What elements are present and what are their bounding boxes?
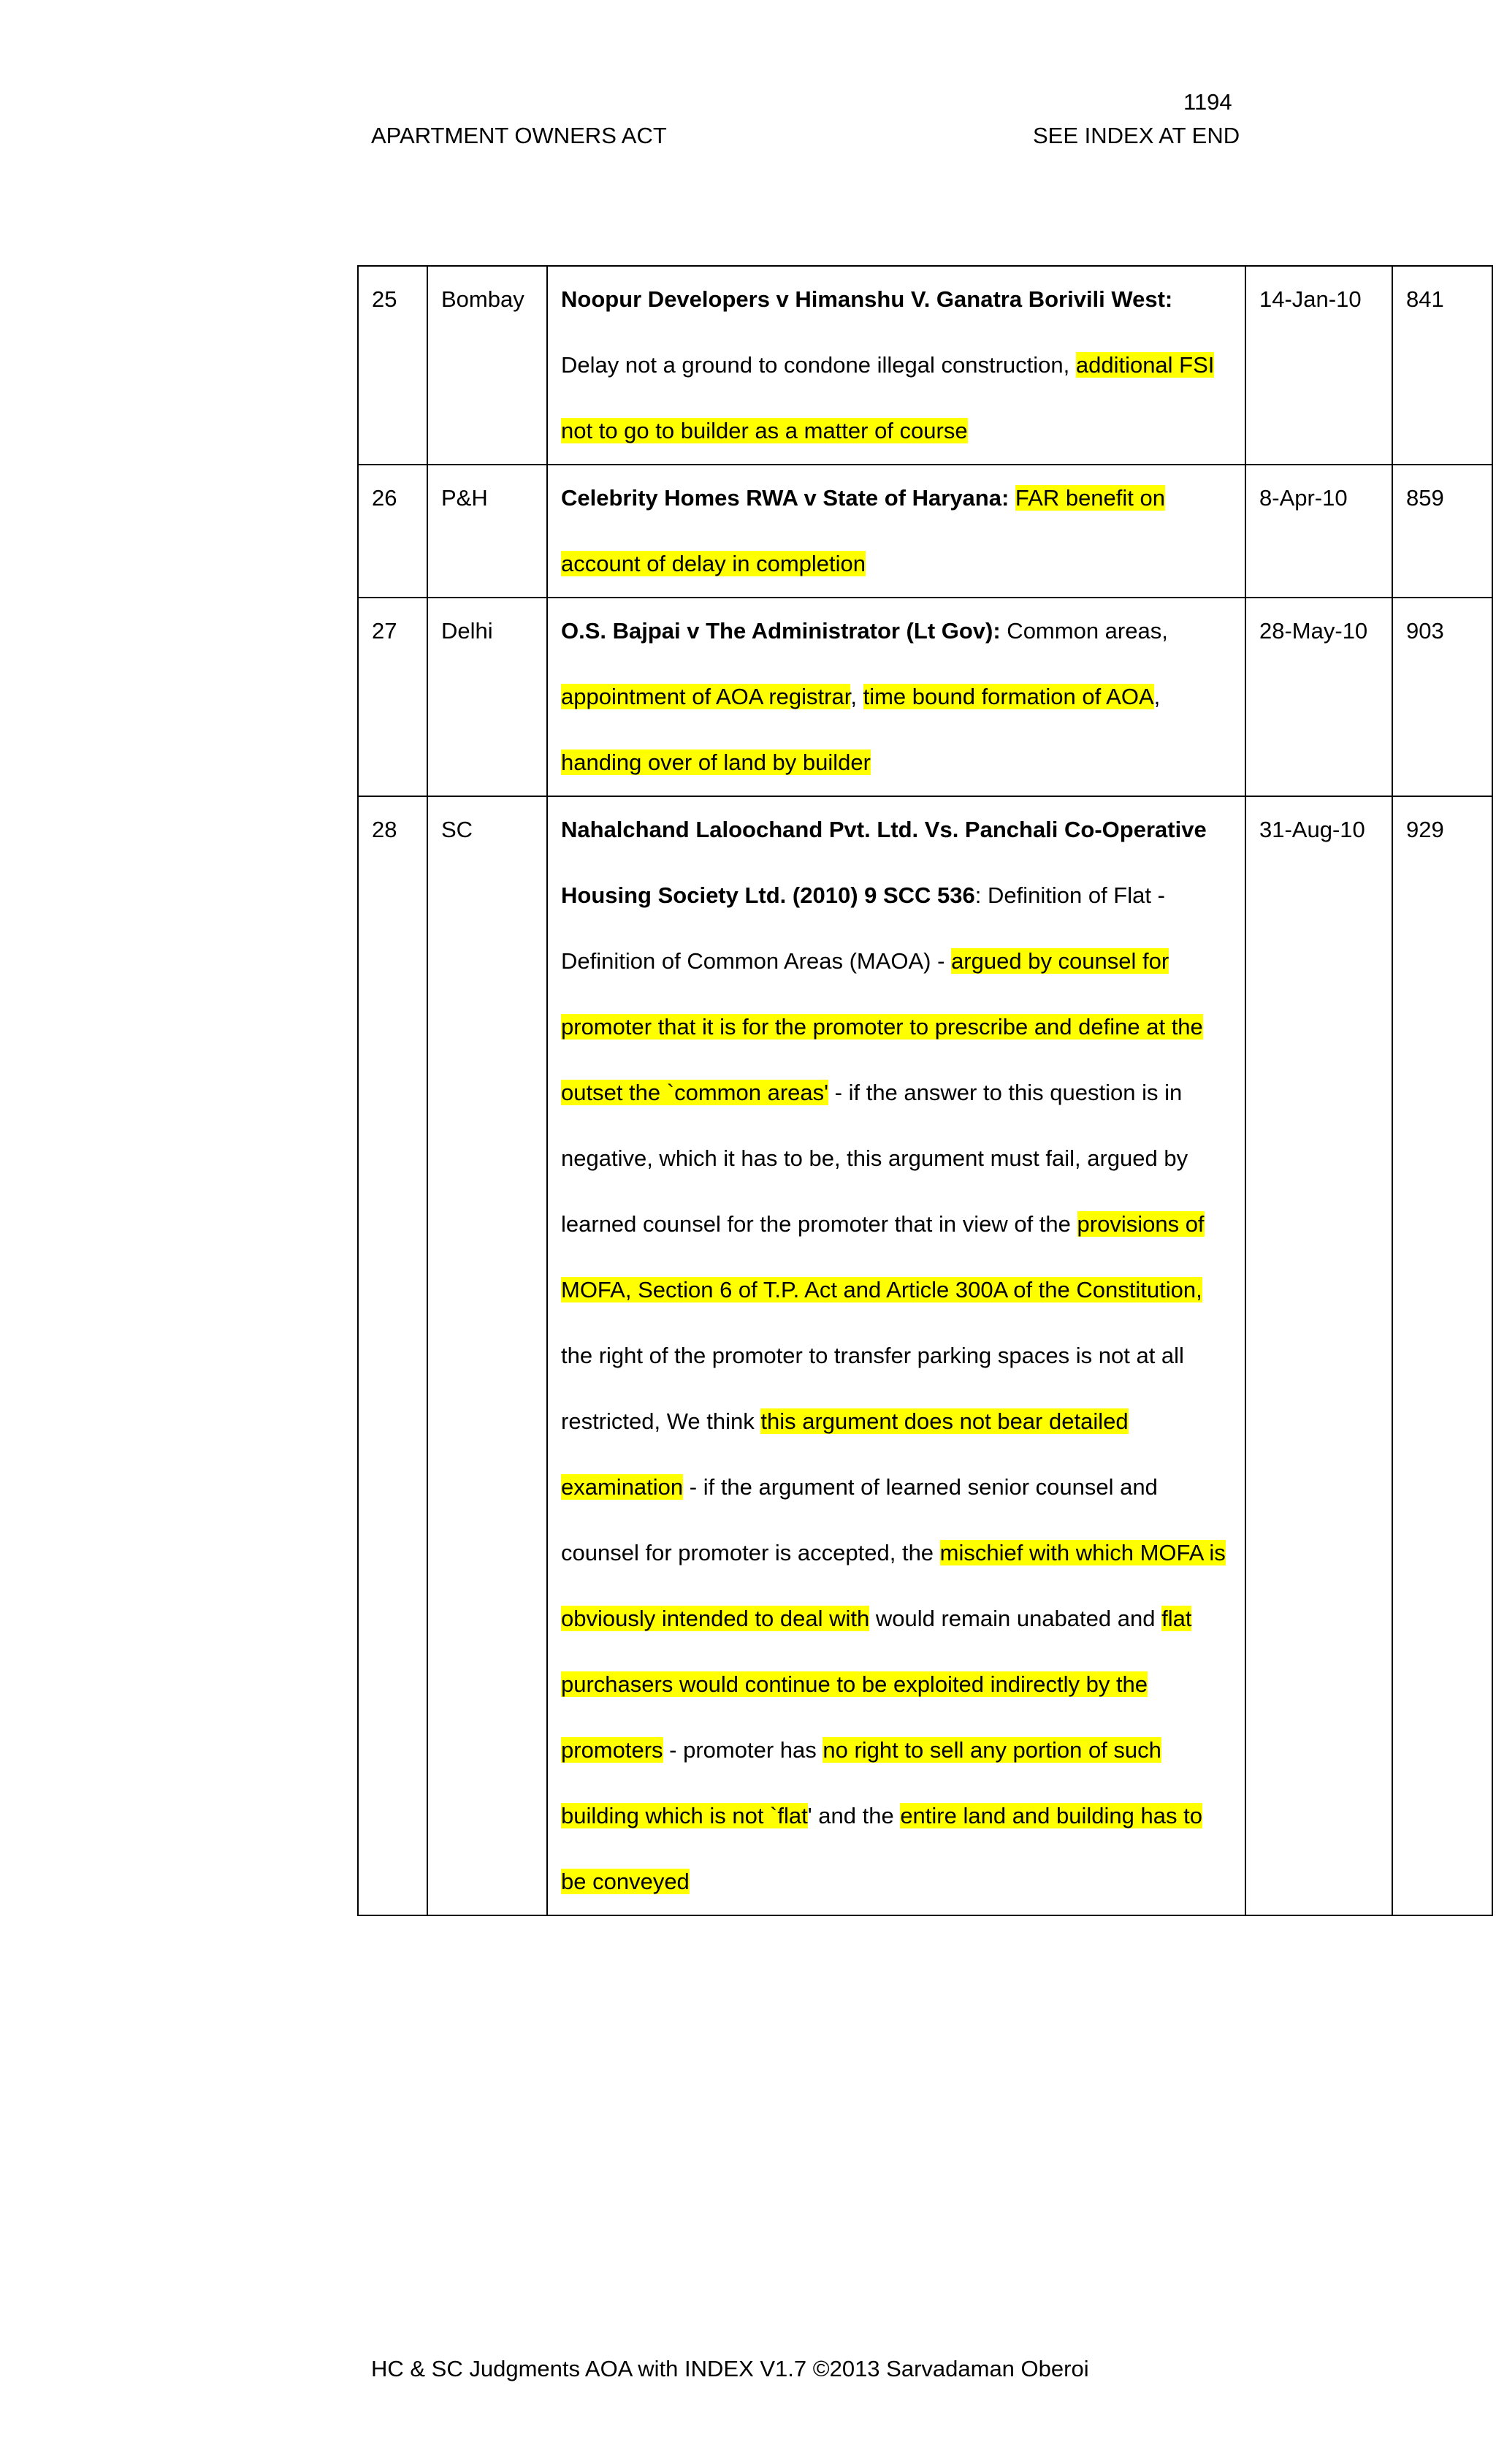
case-number: 25: [358, 266, 427, 465]
description-text: ' and the: [807, 1803, 901, 1828]
page-reference: 841: [1392, 266, 1492, 465]
description-text: - if the answer to this question is in negative, which it has to be, this argument must fail, argued by learned counsel for the promoter that in view of the: [561, 1080, 1188, 1237]
description-text: Delay not a ground to condone illegal construction,: [561, 352, 1076, 378]
judgments-table: [357, 265, 1493, 1916]
court-name: SC: [427, 796, 547, 1915]
table-row: [358, 598, 1492, 796]
description-text: - if the argument of learned senior counsel and counsel for promoter is accepted, the: [561, 1474, 1158, 1565]
highlighted-text: handing over of land by builder: [561, 750, 871, 775]
case-number: 27: [358, 598, 427, 796]
highlighted-text: provisions of MOFA, Section 6 of T.P. Act and Article 300A of the Constitution,: [561, 1211, 1205, 1302]
table-row: [358, 796, 1492, 1915]
court-name: Delhi: [427, 598, 547, 796]
table-row: [358, 266, 1492, 465]
highlighted-text: time bound formation of AOA: [863, 684, 1154, 709]
judgment-date: 28-May-10: [1245, 598, 1392, 796]
case-number: 28: [358, 796, 427, 1915]
highlighted-text: appointment of AOA registrar: [561, 684, 851, 709]
highlighted-text: flat purchasers would continue to be exploited indirectly by the promoters: [561, 1606, 1192, 1763]
page-reference: 859: [1392, 465, 1492, 598]
description-text: ,: [850, 684, 863, 709]
case-description: [547, 796, 1245, 1915]
case-title: Celebrity Homes RWA v State of Haryana:: [561, 485, 1010, 511]
highlighted-text: FAR benefit on account of delay in completion: [561, 485, 1165, 576]
highlighted-text: no right to sell any portion of such building which is not `flat: [561, 1737, 1161, 1828]
description-text: the right of the promoter to transfer parking spaces is not at all restricted, We think: [561, 1343, 1184, 1434]
case-description: [547, 465, 1245, 598]
case-description: [547, 598, 1245, 796]
page-number: 1194: [1183, 89, 1232, 115]
case-title: Noopur Developers v Himanshu V. Ganatra Borivili West:: [561, 286, 1173, 312]
description-text: ,: [1153, 684, 1161, 709]
highlighted-text: entire land and building has to be conveyed: [561, 1803, 1202, 1894]
case-title: Nahalchand Laloochand Pvt. Ltd. Vs. Panchali Co-Operative Housing Society Ltd. (2010) 9 SCC 536: [561, 817, 1207, 908]
judgment-date: 8-Apr-10: [1245, 465, 1392, 598]
description-text: would remain unabated and: [869, 1606, 1162, 1631]
table-row: [358, 465, 1492, 598]
judgment-date: 31-Aug-10: [1245, 796, 1392, 1915]
header-title: APARTMENT OWNERS ACT: [371, 123, 667, 148]
case-number: 26: [358, 465, 427, 598]
court-name: Bombay: [427, 266, 547, 465]
page-reference: 929: [1392, 796, 1492, 1915]
description-text: Common areas,: [1000, 618, 1168, 644]
description-text: [1009, 485, 1015, 511]
highlighted-text: additional FSI not to go to builder as a matter of course: [561, 352, 1215, 443]
footer-copyright: HC & SC Judgments AOA with INDEX V1.7 ©2013 Sarvadaman Oberoi: [371, 2356, 1089, 2381]
description-text: - promoter has: [663, 1737, 823, 1763]
highlighted-text: this argument does not bear detailed examination: [561, 1408, 1129, 1500]
highlighted-text: argued by counsel for promoter that it is for the promoter to prescribe and define at the outset the `common areas': [561, 948, 1203, 1105]
judgment-date: 14-Jan-10: [1245, 266, 1392, 465]
case-title: O.S. Bajpai v The Administrator (Lt Gov):: [561, 618, 1001, 644]
page-reference: 903: [1392, 598, 1492, 796]
description-text: : Definition of Flat - Definition of Common Areas (MAOA) -: [561, 882, 1165, 974]
highlighted-text: mischief with which MOFA is obviously intended to deal with: [561, 1540, 1226, 1631]
case-description: [547, 266, 1245, 465]
header-index-note: SEE INDEX AT END: [1033, 123, 1240, 148]
court-name: P&H: [427, 465, 547, 598]
